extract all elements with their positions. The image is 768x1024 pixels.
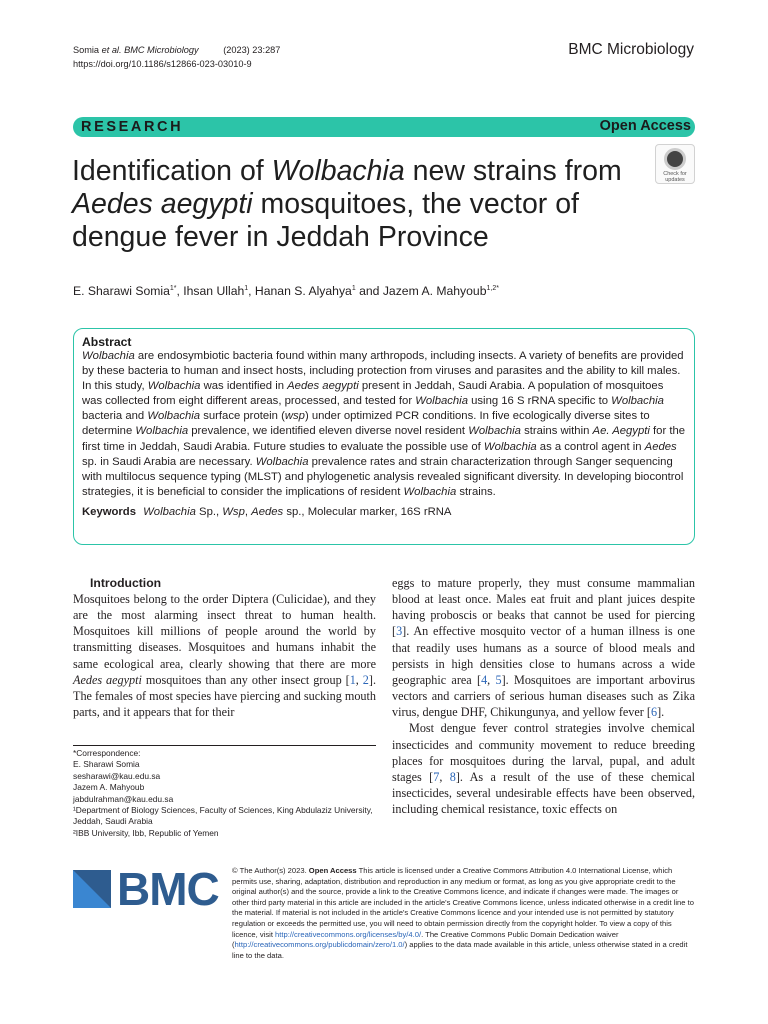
- citation-link[interactable]: 8: [449, 769, 456, 784]
- citation-link[interactable]: 3: [396, 624, 403, 639]
- italic-text: Wolbachia: [147, 380, 201, 393]
- section-heading-introduction: Introduction: [90, 576, 162, 590]
- open-access-label: Open Access: [599, 118, 691, 134]
- license-link[interactable]: http://creativecommons.org/publicdomain/zero/1.0/: [234, 940, 405, 950]
- italic-text: Aedes: [251, 505, 284, 518]
- author-name[interactable]: E. Sharawi Somia: [73, 284, 170, 298]
- citation-link[interactable]: 6: [650, 705, 658, 720]
- footnote-divider: [73, 745, 376, 746]
- citation-link[interactable]: 7: [433, 769, 440, 784]
- footnotes: [73, 748, 376, 839]
- footnote-line: Jazem A. Mahyoub: [73, 782, 145, 793]
- abstract-box: [73, 328, 695, 545]
- section-band: [73, 117, 695, 137]
- citation-etal: et al.: [101, 45, 122, 55]
- author-name[interactable]: , Hanan S. Alyahya: [248, 284, 352, 298]
- paragraph: Most dengue fever control strategies involve chemical insecticides and community movement to reduce breeding places for mosquitoes during the larval, pupal, and adult stages [7, 8]. As a result of the use of these chemical insecticides, several undesirable effects have been observed, including chemical resistance, toxic effects on: [392, 721, 696, 817]
- citation-header: [73, 43, 280, 71]
- bold-text: Open Access: [308, 866, 357, 875]
- affiliation-sup: 1*: [169, 284, 177, 292]
- italic-text: Wolbachia: [255, 455, 309, 468]
- journal-name: BMC Microbiology: [568, 41, 694, 58]
- logo-triangle-icon: [73, 870, 111, 908]
- italic-text: Wolbachia: [468, 425, 521, 438]
- check-updates-label: Check for updates: [663, 171, 687, 183]
- doi-link[interactable]: https://doi.org/10.1186/s12866-023-03010-9: [73, 59, 252, 69]
- italic-text: Wolbachia: [82, 350, 135, 362]
- citation-link[interactable]: 5: [495, 672, 502, 687]
- author-list: [73, 284, 499, 298]
- italic-text: Wsp: [222, 505, 245, 518]
- check-updates-icon: [664, 148, 686, 170]
- title-part: Identification of: [72, 155, 272, 187]
- citation-link[interactable]: 1: [349, 672, 356, 687]
- paragraph: eggs to mature properly, they must consume mammalian blood at least once. Males eat fruit and plant juices despite having proboscis or beaks that cannot be used for piercing [3]. An effective mosquito vector of a human illness is one that readily uses humans as a source of blood meals and persists in high densities close to humans across a wide geographic area [4, 5]. Mosquitoes are important arbovirus vectors and carriers of serious human diseases such as Zika virus, dengue DHF, Chikungunya, and yellow fever [6].: [392, 576, 696, 720]
- article-title: [72, 155, 632, 254]
- check-for-updates-button[interactable]: [655, 144, 695, 184]
- body-column-right: [392, 575, 695, 817]
- italic-text: Wolbachia: [143, 505, 196, 518]
- italic-text: Aedes: [644, 440, 677, 453]
- footnote-line: ¹Department of Biology Sciences, Faculty of Sciences, King Abdulaziz University, Jeddah, Saudi Arabia: [73, 805, 373, 827]
- body-column-left: [73, 575, 376, 720]
- italic-text: Ae. Aegypti: [592, 425, 650, 438]
- italic-text: wsp: [284, 410, 305, 423]
- bmc-logo: [73, 860, 218, 920]
- italic-text: Aedes aegypti: [73, 672, 142, 687]
- section-label: RESEARCH: [81, 119, 184, 135]
- citation-journal: BMC Microbiology: [121, 45, 199, 55]
- citation-author: Somia: [73, 45, 102, 55]
- author-name[interactable]: and Jazem A. Mahyoub: [355, 284, 487, 298]
- title-part: mosquitoes, the vector of dengue fever in Jeddah Province: [72, 188, 579, 253]
- italic-text: Wolbachia: [611, 395, 664, 408]
- footnote-line: E. Sharawi Somia: [73, 759, 140, 770]
- affiliation-sup: 1,2*: [486, 284, 499, 292]
- author-name[interactable]: , Ihsan Ullah: [176, 284, 245, 298]
- affiliation-sup: 1: [351, 284, 356, 292]
- italic-text: Aedes aegypti: [287, 380, 359, 393]
- citation-year: (2023) 23:287: [223, 45, 281, 55]
- footnote-line: ²IBB University, Ibb, Republic of Yemen: [73, 827, 219, 838]
- footnote-line: *Correspondence:: [73, 748, 141, 758]
- keywords-label: Keywords: [82, 505, 136, 518]
- paragraph: Mosquitoes belong to the order Diptera (Culicidae), and they are the most alarming insect threat to human health. Mosquitoes kill millions of people around the world by transmitting diseases. Mosquitoes and humans inhabit the same ecological area, clearly showing that there are more Aedes aegypti mosquitoes than any other insect group [1, 2]. The females of most species have piercing and sucking mouth parts, and it appears that for their: [73, 592, 376, 720]
- title-part: new strains from: [404, 155, 622, 187]
- abstract-text: Wolbachia are endosymbiotic bacteria found within many arthropods, including insects. A variety of benefits are provided by these bacteria to human and insect hosts, including protection from viruses and parasites and the ability to kill males. In this study, Wolbachia was identified in Aedes aegypti present in Jeddah, Saudi Arabia. A population of mosquitoes was collected from eight different areas, processed, and tested for Wolbachia using 16 S rRNA specific to Wolbachia bacteria and Wolbachia surface protein (wsp) under optimized PCR conditions. In five ecologically diverse sites to determine Wolbachia prevalence, we identified eleven diverse novel resident Wolbachia strains within Ae. Aegypti for the first time in Jeddah, Saudi Arabia. Future studies to evaluate the possible use of Wolbachia as a control agent in Aedes sp. in Saudi Arabia are necessary. Wolbachia prevalence rates and strain characterization through Sanger sequencing with multilocus sequence typing (MLST) and phylogenetic analysis revealed significant diversity. In developing biocontrol strategies, it is beneficial to consider the implications of resident Wolbachia strains.: [82, 350, 686, 498]
- keywords-row: [82, 505, 686, 520]
- affiliation-sup: 1: [244, 284, 249, 292]
- italic-text: Wolbachia: [415, 395, 468, 408]
- italic-text: Wolbachia: [483, 440, 537, 453]
- logo-text: BMC: [117, 863, 219, 915]
- italic-text: Wolbachia: [135, 425, 189, 438]
- license-text: © The Author(s) 2023. Open Access This article is licensed under a Creative Commons Attribution 4.0 International License, which permits use, sharing, adaptation, distribution and reproduction in any medium or format, as long as you give appropriate credit to the original author(s) and the source, provide a link to the Creative Commons licence, and indicate if changes were made. The images or other third party material in this article are included in the article's Creative Commons licence, unless indicated otherwise in a credit line to the material. If material is not included in the article's Creative Commons licence and your intended use is not permitted by statutory regulation or exceeds the permitted use, you will need to obtain permission directly from the copyright holder. To view a copy of this licence, visit http://creativecommons.org/licenses/by/4.0/. The Creative Commons Public Domain Dedication waiver (http://creativecommons.org/publicdomain/zero/1.0/) applies to the data made available in this article, unless otherwise stated in a credit line to the data.: [232, 866, 694, 960]
- license-link[interactable]: http://creativecommons.org/licenses/by/4.0/: [275, 929, 422, 939]
- email-link[interactable]: jabdulrahman@kau.edu.sa: [73, 793, 174, 804]
- abstract-heading: Abstract: [82, 335, 132, 349]
- title-part: Wolbachia: [271, 155, 405, 187]
- citation-link[interactable]: 2: [362, 672, 369, 687]
- title-part: Aedes aegypti: [72, 188, 253, 220]
- email-link[interactable]: sesharawi@kau.edu.sa: [73, 770, 161, 781]
- citation-link[interactable]: 4: [481, 672, 488, 687]
- italic-text: Wolbachia: [147, 410, 201, 423]
- italic-text: Wolbachia: [403, 485, 457, 498]
- keywords-list: Wolbachia Sp., Wsp, Aedes sp., Molecular marker, 16S rRNA: [143, 505, 452, 518]
